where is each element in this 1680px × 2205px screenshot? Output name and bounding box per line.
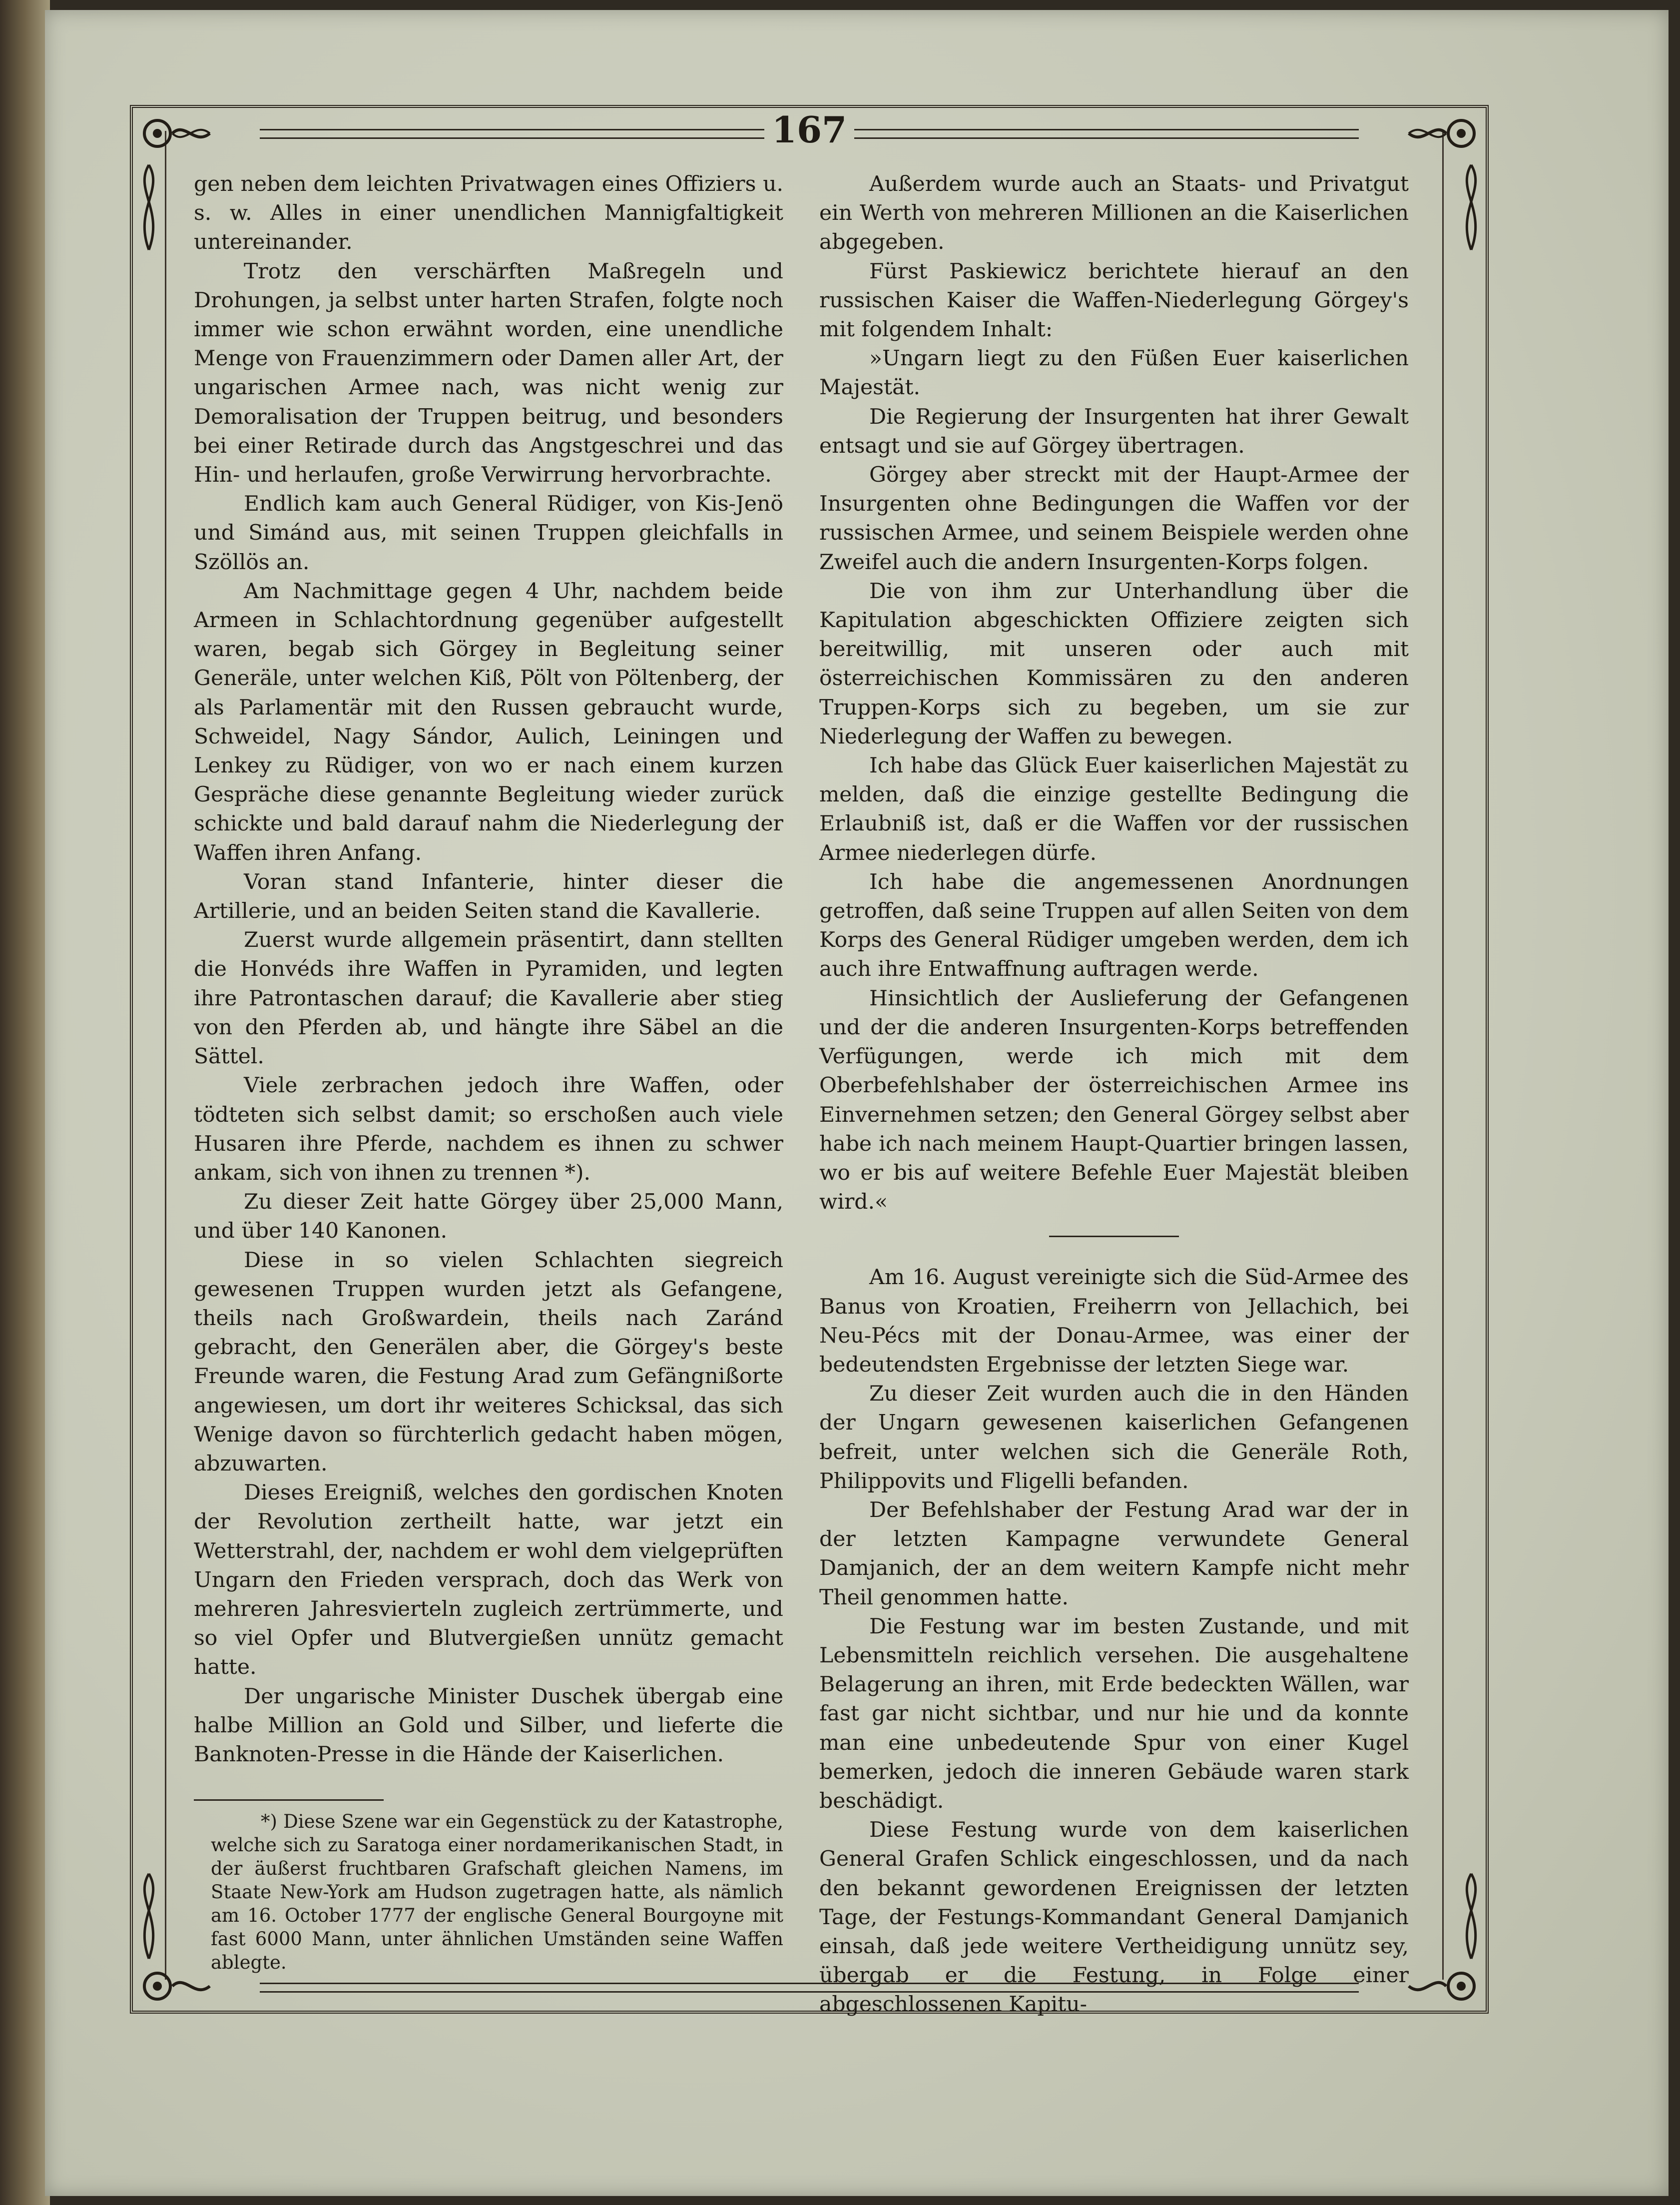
paragraph: gen neben dem leichten Privatwagen eines Offiziers u. s. w. Alles in einer unendlichen Mannigfaltigkeit untereinander. bbox=[194, 172, 783, 255]
paragraph: Fürst Paskiewicz berichtete hierauf an den russischen Kaiser die Waffen-Niederlegung Görgey's mit folgendem Inhalt: bbox=[819, 259, 1409, 342]
paragraph: Die Festung war im besten Zustande, und mit Lebensmitteln reichlich versehen. Die ausgehaltene Belagerung an ihren, mit Erde bedeckten Wällen, war fast gar nicht sichtbar, und nur hie und da konnte man eine unbedeutende Spur von einer Kugel bemerken, jedoch die inneren Gebäude waren stark beschädigt. bbox=[819, 1614, 1409, 1813]
corner-ornament-top-right-icon bbox=[1399, 111, 1484, 156]
right-text-column bbox=[819, 170, 1409, 2020]
paragraph: Am Nachmittage gegen 4 Uhr, nachdem beide Armeen in Schlachtordnung gegenüber aufgestellt waren, begab sich Görgey in Begleitung seiner Generäle, unter welchen Kiß, Pölt von Pöltenberg, der als Parlamentär mit den Russen gebraucht wurde, Schweidel, Nagy Sándor, Aulich, Leiningen und Lenkey zu Rüdiger, von wo er nach einem kurzen Gespräche diese genannte Begleitung wieder zurück schickte und bald darauf nahm die Niederlegung der Waffen ihren Anfang. bbox=[194, 579, 783, 865]
paragraph: Dieses Ereigniß, welches den gordischen Knoten der Revolution zertheilt hatte, war jetzt ein Wetterstrahl, der, nachdem er wohl dem vielgeprüften Ungarn den Frieden versprach, doch das Werk von mehreren Jahresvierteln zugleich zertrümmerte, und so viel Opfer und Blutvergießen unnütz gemacht hatte. bbox=[194, 1480, 783, 1680]
paragraph: Viele zerbrachen jedoch ihre Waffen, oder tödteten sich selbst damit; so erschoßen auch viele Husaren ihre Pferde, nachdem es ihnen zu schwer ankam, sich von ihnen zu trennen *). bbox=[194, 1073, 783, 1185]
corner-ornament-bottom-right-icon bbox=[1399, 1964, 1484, 2009]
section-divider bbox=[1049, 1236, 1179, 1237]
left-text-column bbox=[194, 170, 783, 1974]
header-rule-right bbox=[854, 129, 1359, 139]
paragraph: Diese in so vielen Schlachten siegreich gewesenen Truppen wurden jetzt als Gefangene, theils nach Großwardein, theils nach Zaránd gebracht, den Generälen aber, die Görgey's beste Freunde waren, die Festung Arad zum Gefängnißorte angewiesen, um dort ihr weiteres Schicksal, das sich Wenige davon so fürchterlich gedacht haben mögen, abzuwarten. bbox=[194, 1248, 783, 1476]
paragraph: Der Befehlshaber der Festung Arad war der in der letzten Kampagne verwundete General Damjanich, der an dem weitern Kampfe nicht mehr Theil genommen hatte. bbox=[819, 1497, 1409, 1610]
paragraph: Die von ihm zur Unterhandlung über die Kapitulation abgeschickten Offiziere zeigten sich bereitwillig, mit unseren oder auch mit österreichischen Kommissären zu den anderen Truppen-Korps sich zu begeben, um sie zur Niederlegung der Waffen zu bewegen. bbox=[819, 579, 1409, 749]
side-ornament-left-top-icon bbox=[129, 160, 169, 255]
paragraph: Der ungarische Minister Duschek übergab eine halbe Million an Gold und Silber, und lieferte die Banknoten-Presse in die Hände der Kaiserlichen. bbox=[194, 1684, 783, 1767]
paragraph: Endlich kam auch General Rüdiger, von Kis-Jenö und Simánd aus, mit seinen Truppen gleichfalls in Szöllös an. bbox=[194, 492, 783, 575]
paragraph: Am 16. August vereinigte sich die Süd-Armee des Banus von Kroatien, Freiherrn von Jellachich, bei Neu-Pécs mit der Donau-Armee, was einer der bedeutendsten Ergebnisse der letzten Siege war. bbox=[819, 1265, 1409, 1377]
paragraph: Außerdem wurde auch an Staats- und Privatgut ein Werth von mehreren Millionen an die Kaiserlichen abgegeben. bbox=[819, 172, 1409, 255]
header-rule-left bbox=[260, 129, 764, 139]
corner-ornament-top-left-icon bbox=[135, 111, 220, 156]
paragraph: Görgey aber streckt mit der Haupt-Armee der Insurgenten ohne Bedingungen die Waffen vor der russischen Armee, und seinem Beispiele werden ohne Zweifel auch die andern Insurgenten-Korps folgen. bbox=[819, 463, 1409, 575]
side-ornament-right-bottom-icon bbox=[1451, 1869, 1491, 1964]
paragraph: Zu dieser Zeit wurden auch die in den Händen der Ungarn gewesenen kaiserlichen Gefangenen befreit, unter welchen sich die Generäle Roth, Philippovits und Fligelli befanden. bbox=[819, 1382, 1409, 1493]
paragraph: Voran stand Infanterie, hinter dieser die Artillerie, und an beiden Seiten stand die Kavallerie. bbox=[194, 869, 783, 924]
paragraph: Die Regierung der Insurgenten hat ihrer Gewalt entsagt und sie auf Görgey übertragen. bbox=[819, 404, 1409, 458]
side-ornament-left-bottom-icon bbox=[129, 1869, 169, 1964]
footnote-divider bbox=[194, 1799, 384, 1801]
paragraph: Diese Festung wurde von dem kaiserlichen General Grafen Schlick eingeschlossen, und da nach den bekannt gewordenen Ereignissen der letzten Tage, der Festungs-Kommandant General Damjanich einsah, daß jede weitere Vertheidigung unnütz sey, übergab er die Festung, in Folge einer abgeschlossenen Kapitu- bbox=[819, 1818, 1409, 2017]
footnote: *) Diese Szene war ein Gegenstück zu der Katastrophe, welche sich zu Saratoga einer nordamerikanischen Stadt, in der äußerst fruchtbaren Grafschaft gleichen Namens, im Staate New-York am Hudson zugetragen hatte, als nämlich am 16. October 1777 der englische General Bourgoyne mit fast 6000 Mann, unter ähnlichen Umständen seine Waffen ablegte. bbox=[211, 1811, 783, 1974]
side-ornament-right-top-icon bbox=[1451, 160, 1491, 255]
page-number: 167 bbox=[771, 108, 847, 151]
paragraph: Ich habe das Glück Euer kaiserlichen Majestät zu melden, daß die einzige gestellte Bedingung die Erlaubniß ist, daß er die Waffen vor der russischen Armee niederlegen dürfe. bbox=[819, 753, 1409, 865]
paragraph: Zuerst wurde allgemein präsentirt, dann stellten die Honvéds ihre Waffen in Pyramiden, und legten ihre Patrontaschen darauf; die Kavallerie aber stieg von den Pferden ab, und hängte ihre Säbel an die Sättel. bbox=[194, 928, 783, 1069]
paragraph: »Ungarn liegt zu den Füßen Euer kaiserlichen Majestät. bbox=[819, 346, 1409, 400]
paragraph: Zu dieser Zeit hatte Görgey über 25,000 Mann, und über 140 Kanonen. bbox=[194, 1190, 783, 1244]
paragraph: Ich habe die angemessenen Anordnungen getroffen, daß seine Truppen auf allen Seiten von dem Korps des General Rüdiger umgeben werden, dem ich auch ihre Entwaffnung auftragen werde. bbox=[819, 869, 1409, 982]
book-spine bbox=[0, 0, 50, 2205]
paragraph: Trotz den verschärften Maßregeln und Drohungen, ja selbst unter harten Strafen, folgte noch immer wie schon erwähnt worden, eine unendliche Menge von Frauenzimmern oder Damen aller Art, der ungarischen Armee nach, was nicht wenig zur Demoralisation der Truppen beitrug, und besonders bei einer Retirade durch das Angstgeschrei und das Hin- und herlaufen, große Verwirrung hervorbrachte. bbox=[194, 259, 783, 488]
paragraph: Hinsichtlich der Auslieferung der Gefangenen und der die anderen Insurgenten-Korps betreffenden Verfügungen, werde ich mich mit dem Oberbefehlshaber der österreichischen Armee ins Einvernehmen setzen; den General Görgey selbst aber habe ich nach meinem Haupt-Quartier bringen lassen, wo er bis auf weitere Befehle Euer Majestät bleiben wird.« bbox=[819, 986, 1409, 1215]
